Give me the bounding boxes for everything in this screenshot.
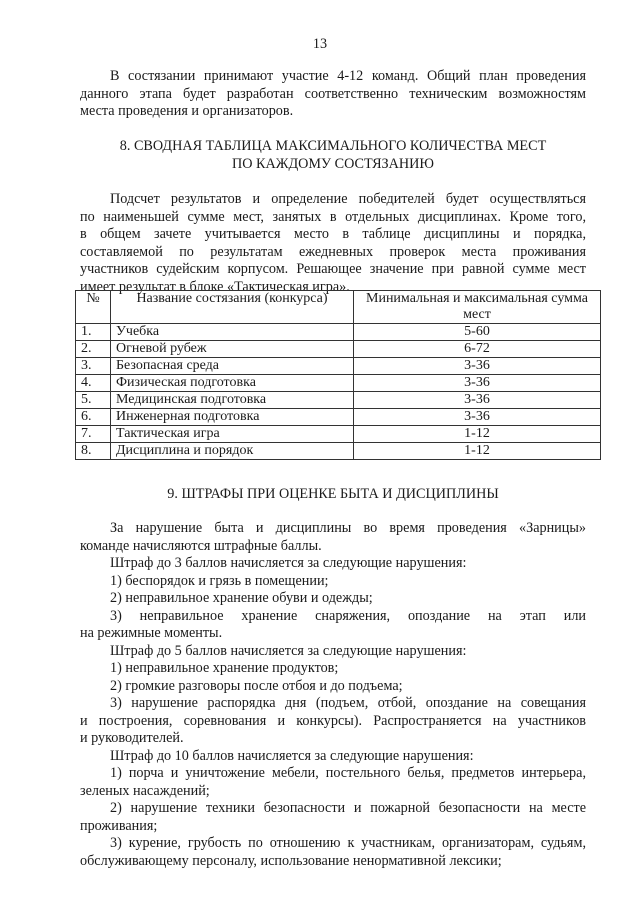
table-row	[76, 341, 601, 358]
column-header-range: Минимальная и максимальная сумма мест	[354, 291, 601, 324]
list-item-continuation: зеленых насаждений;	[80, 782, 210, 799]
heading-line: ПО КАЖДОМУ СОСТЯЗАНИЮ	[232, 155, 434, 172]
list-item: 3) нарушение распорядка дня (подъем, отбой, опоздание на совещания	[110, 695, 586, 711]
text-line: Подсчет результатов и определение победителей будет осуществляться	[110, 191, 586, 207]
table-row	[76, 358, 601, 375]
text-line: участников судейским корпусом. Решающее значение при равной сумме мест	[80, 261, 586, 277]
row-name: Дисциплина и порядок	[111, 443, 354, 460]
row-range: 1-12	[354, 443, 601, 460]
row-name: Безопасная среда	[111, 358, 354, 375]
text-line: данного этапа будет разработан соответственно техническим возможностям	[80, 85, 586, 102]
table-header-row	[76, 291, 601, 324]
intro-paragraph	[80, 68, 586, 121]
table-row	[76, 426, 601, 443]
places-table	[75, 290, 601, 460]
row-range: 3-36	[354, 409, 601, 426]
list-item: 2) нарушение техники безопасности и пожарной безопасности на месте	[110, 800, 586, 816]
row-number: 6.	[76, 409, 111, 426]
text-line: имеет результат в блоке «Тактическая игра».	[80, 278, 350, 295]
section-8-paragraph	[80, 191, 586, 296]
column-header-number: №	[76, 291, 111, 324]
table-row	[76, 409, 601, 426]
text-line: по наименьшей сумме мест, занятых в отдельных дисциплинах. Кроме того,	[80, 208, 586, 225]
list-item-continuation: и построения, соревнования и конкурсы). Распространяется на участников	[80, 712, 586, 729]
row-range: 1-12	[354, 426, 601, 443]
text-line: составляемой по результатам ежедневных проверок места проживания	[80, 243, 586, 260]
row-name: Огневой рубеж	[111, 341, 354, 358]
heading-line: 8. СВОДНАЯ ТАБЛИЦА МАКСИМАЛЬНОГО КОЛИЧЕСТВА МЕСТ	[119, 138, 547, 154]
list-item: 2) неправильное хранение обуви и одежды;	[110, 590, 373, 606]
row-number: 8.	[76, 443, 111, 460]
row-name: Инженерная подготовка	[111, 409, 354, 426]
penalty-10-title: Штраф до 10 баллов начисляется за следующие нарушения:	[110, 747, 474, 764]
section-9-heading: 9. ШТРАФЫ ПРИ ОЦЕНКЕ БЫТА И ДИСЦИПЛИНЫ	[167, 486, 499, 502]
column-header-name: Название состязания (конкурса)	[111, 291, 354, 324]
penalty-3-title: Штраф до 3 баллов начисляется за следующие нарушения:	[110, 555, 467, 571]
row-name: Физическая подготовка	[111, 375, 354, 392]
row-range: 5-60	[354, 324, 601, 341]
section-8-heading	[80, 138, 586, 173]
row-range: 3-36	[354, 375, 601, 392]
table-row	[76, 324, 601, 341]
list-item: 1) неправильное хранение продуктов;	[110, 660, 339, 676]
row-name: Учебка	[111, 324, 354, 341]
page-number: 13	[312, 36, 328, 52]
text-line: команде начисляются штрафные баллы.	[80, 537, 322, 554]
text-line: в общем зачете учитывается место в таблице дисциплины и порядка,	[80, 226, 586, 242]
text-line: За нарушение быта и дисциплины во время проведения «Зарницы»	[110, 520, 586, 536]
list-item: 1) беспорядок и грязь в помещении;	[110, 572, 329, 589]
list-item: 3) курение, грубость по отношению к участникам, организаторам, судьям,	[110, 835, 586, 851]
row-number: 1.	[76, 324, 111, 341]
list-item-continuation: на режимные моменты.	[80, 625, 223, 641]
row-name: Медицинская подготовка	[111, 392, 354, 409]
text-line: места проведения и организаторов.	[80, 103, 294, 119]
text-line: В состязании принимают участие 4-12 команд. Общий план проведения	[110, 68, 586, 84]
list-item: 2) громкие разговоры после отбоя и до подъема;	[110, 677, 403, 694]
row-number: 5.	[76, 392, 111, 409]
list-item: 3) неправильное хранение снаряжения, опоздание на этап или	[110, 607, 586, 624]
table-row	[76, 443, 601, 460]
row-range: 3-36	[354, 358, 601, 375]
list-item-continuation: и руководителей.	[80, 730, 184, 746]
row-number: 3.	[76, 358, 111, 375]
row-range: 3-36	[354, 392, 601, 409]
row-range: 6-72	[354, 341, 601, 358]
section-9-body	[80, 520, 586, 870]
list-item-continuation: проживания;	[80, 817, 158, 834]
row-name: Тактическая игра	[111, 426, 354, 443]
table-row	[76, 375, 601, 392]
penalty-5-title: Штраф до 5 баллов начисляется за следующие нарушения:	[110, 642, 467, 659]
list-item: 1) порча и уничтожение мебели, постельного белья, предметов интерьера,	[110, 765, 586, 781]
table-row	[76, 392, 601, 409]
list-item-continuation: обслуживающему персоналу, использование ненормативной лексики;	[80, 852, 502, 869]
row-number: 2.	[76, 341, 111, 358]
row-number: 7.	[76, 426, 111, 443]
row-number: 4.	[76, 375, 111, 392]
